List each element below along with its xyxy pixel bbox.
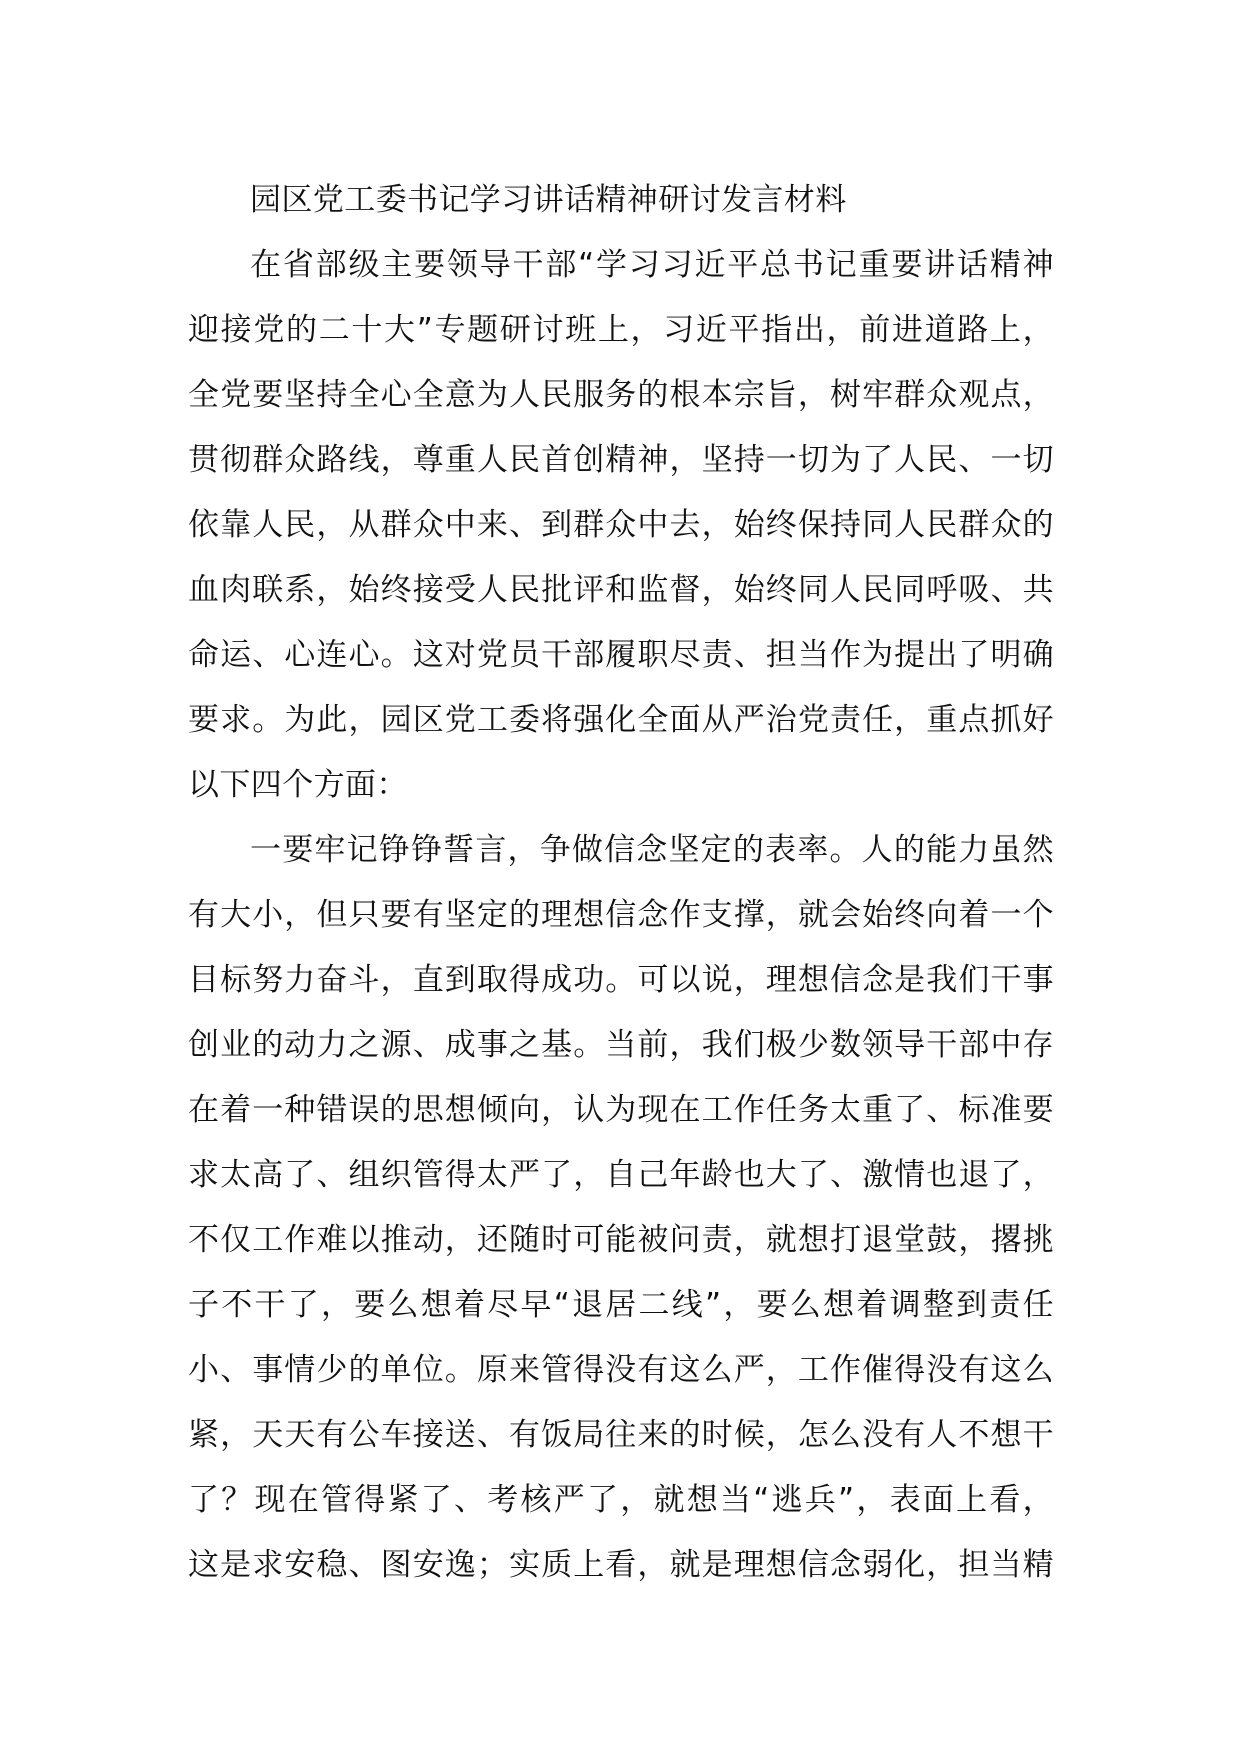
paragraph-intro [188, 233, 1054, 818]
text-line: 目标努力奋斗，直到取得成功。可以说，理想信念是我们干事 [188, 962, 1054, 998]
text-line: 了？现在管得紧了、考核严了，就想当“逃兵”，表面上看， [188, 1482, 1054, 1518]
text-line: 在着一种错误的思想倾向，认为现在工作任务太重了、标准要 [188, 1092, 1054, 1128]
text-line: 有大小，但只要有坚定的理想信念作支撑，就会始终向着一个 [188, 897, 1054, 933]
text-line: 不仅工作难以推动，还随时可能被问责，就想打退堂鼓，撂挑 [188, 1222, 1054, 1258]
text-line: 创业的动力之源、成事之基。当前，我们极少数领导干部中存 [188, 1027, 1054, 1063]
text-line: 紧，天天有公车接送、有饭局往来的时候，怎么没有人不想干 [188, 1417, 1054, 1453]
text-line: 小、事情少的单位。原来管得没有这么严，工作催得没有这么 [188, 1352, 1054, 1388]
text-line: 依靠人民，从群众中来、到群众中去，始终保持同人民群众的 [188, 507, 1054, 543]
paragraph-point-one [188, 818, 1054, 1598]
text-line: 一要牢记铮铮誓言，争做信念坚定的表率。人的能力虽然 [250, 832, 1054, 868]
text-line: 命运、心连心。这对党员干部履职尽责、担当作为提出了明确 [188, 637, 1054, 673]
text-line: 求太高了、组织管得太严了，自己年龄也大了、激情也退了， [188, 1157, 1054, 1193]
text-line: 全党要坚持全心全意为人民服务的根本宗旨，树牢群众观点， [188, 377, 1054, 413]
text-line: 贯彻群众路线，尊重人民首创精神，坚持一切为了人民、一切 [188, 442, 1054, 478]
text-line: 迎接党的二十大”专题研讨班上，习近平指出，前进道路上， [188, 312, 1054, 348]
text-line: 要求。为此，园区党工委将强化全面从严治党责任，重点抓好 [188, 702, 1054, 738]
document-body [188, 168, 1054, 1598]
document-title: 园区党工委书记学习讲话精神研讨发言材料 [250, 182, 847, 218]
text-line: 以下四个方面： [188, 767, 408, 803]
text-line: 血肉联系，始终接受人民批评和监督，始终同人民同呼吸、共 [188, 572, 1054, 608]
text-line: 在省部级主要领导干部“学习习近平总书记重要讲话精神 [250, 247, 1054, 283]
text-line: 这是求安稳、图安逸；实质上看，就是理想信念弱化，担当精 [188, 1547, 1054, 1583]
text-line: 子不干了，要么想着尽早“退居二线”，要么想着调整到责任 [188, 1287, 1054, 1323]
